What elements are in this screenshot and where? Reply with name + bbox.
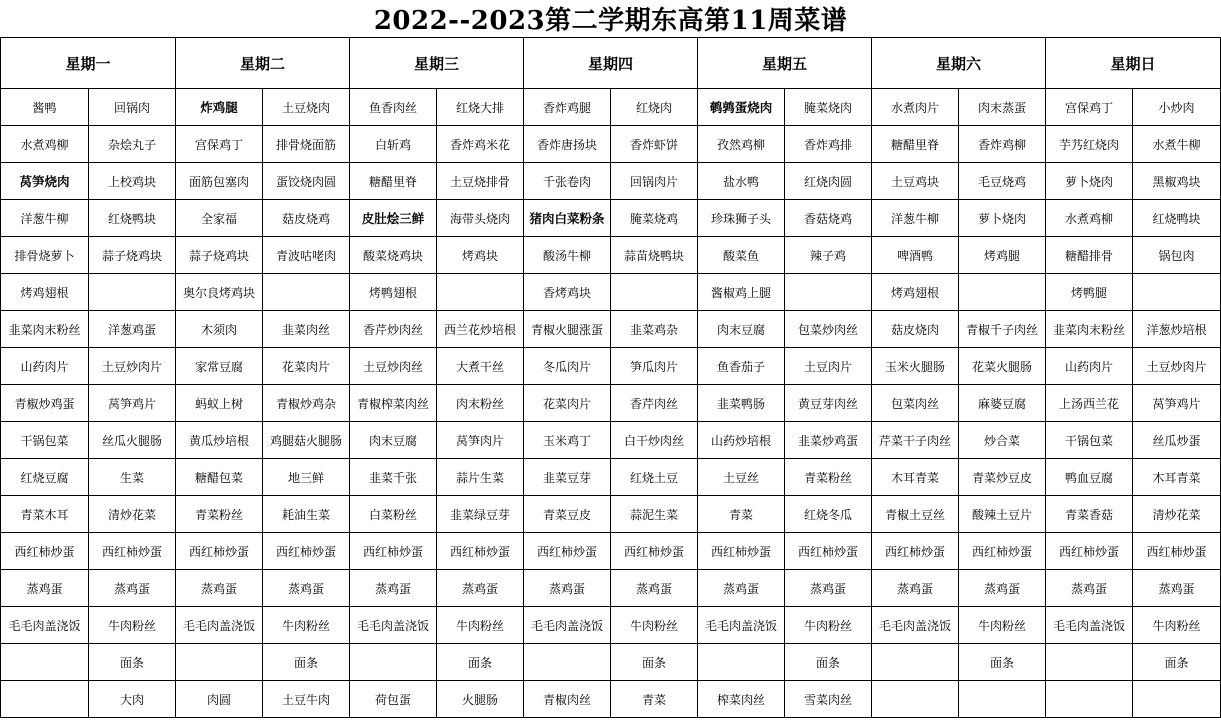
dish-cell: 韭菜鸡杂: [611, 311, 698, 348]
dish-cell: 炸鸡腿: [176, 89, 263, 126]
day-header-thu: 星期四: [524, 38, 698, 89]
dish-cell: 糖醋里脊: [350, 163, 437, 200]
dish-cell: 蒸鸡蛋: [524, 570, 611, 607]
dish-cell: 酸菜鱼: [698, 237, 785, 274]
dish-cell: 腌菜烧鸡: [611, 200, 698, 237]
dish-cell: 啤酒鸭: [872, 237, 959, 274]
dish-cell: [176, 644, 263, 681]
dish-cell: 牛肉粉丝: [785, 607, 872, 644]
dish-cell: 蒸鸡蛋: [1133, 570, 1221, 607]
dish-cell: 孜然鸡柳: [698, 126, 785, 163]
dish-cell: [524, 644, 611, 681]
dish-cell: [872, 681, 959, 718]
day-header-sun: 星期日: [1046, 38, 1221, 89]
dish-cell: 西红柿炒蛋: [785, 533, 872, 570]
dish-cell: 玉米火腿肠: [872, 348, 959, 385]
dish-cell: 白斩鸡: [350, 126, 437, 163]
dish-cell: 毛毛肉盖浇饭: [872, 607, 959, 644]
dish-cell: 青波咕咾肉: [263, 237, 350, 274]
dish-cell: 莴笋肉片: [437, 422, 524, 459]
dish-cell: 烤鸡腿: [959, 237, 1046, 274]
dish-cell: 西红柿炒蛋: [959, 533, 1046, 570]
dish-cell: 木耳青菜: [1133, 459, 1221, 496]
dish-cell: 西兰花炒培根: [437, 311, 524, 348]
dish-cell: 山药炒培根: [698, 422, 785, 459]
dish-cell: 杂烩丸子: [89, 126, 176, 163]
dish-cell: 丝瓜炒蛋: [1133, 422, 1221, 459]
dish-cell: 蒸鸡蛋: [1, 570, 89, 607]
dish-cell: 荷包蛋: [350, 681, 437, 718]
dish-cell: 西红柿炒蛋: [437, 533, 524, 570]
dish-cell: 包菜炒肉丝: [785, 311, 872, 348]
dish-cell: 蒜子烧鸡块: [89, 237, 176, 274]
dish-cell: 香芹肉丝: [611, 385, 698, 422]
dish-cell: 宫保鸡丁: [1046, 89, 1133, 126]
dish-cell: 香炸唐扬块: [524, 126, 611, 163]
dish-cell: 面条: [263, 644, 350, 681]
dish-cell: 青椒火腿涨蛋: [524, 311, 611, 348]
dish-cell: 山药肉片: [1046, 348, 1133, 385]
dish-cell: 面条: [1133, 644, 1221, 681]
dish-cell: 水煮牛柳: [1133, 126, 1221, 163]
dish-cell: 木须肉: [176, 311, 263, 348]
dish-cell: 毛毛肉盖浇饭: [1, 607, 89, 644]
dish-cell: [698, 644, 785, 681]
day-header-tue: 星期二: [176, 38, 350, 89]
dish-cell: 面条: [89, 644, 176, 681]
dish-cell: 辣子鸡: [785, 237, 872, 274]
dish-cell: 毛毛肉盖浇饭: [698, 607, 785, 644]
dish-cell: 糖醋排骨: [1046, 237, 1133, 274]
dish-cell: 大煮干丝: [437, 348, 524, 385]
dish-cell: 莴笋鸡片: [89, 385, 176, 422]
dish-cell: 韭菜肉末粉丝: [1046, 311, 1133, 348]
dish-cell: 清炒花菜: [89, 496, 176, 533]
menu-row: [1, 607, 1221, 644]
dish-cell: 烤鸡翅根: [872, 274, 959, 311]
dish-cell: 土豆肉片: [785, 348, 872, 385]
dish-cell: 西红柿炒蛋: [1, 533, 89, 570]
dish-cell: 蒸鸡蛋: [350, 570, 437, 607]
dish-cell: 香烤鸡块: [524, 274, 611, 311]
dish-cell: 青菜豆皮: [524, 496, 611, 533]
dish-cell: 土豆烧肉: [263, 89, 350, 126]
dish-cell: 莴笋鸡片: [1133, 385, 1221, 422]
dish-cell: 萝卜烧肉: [959, 200, 1046, 237]
dish-cell: 莴笋烧肉: [1, 163, 89, 200]
dish-cell: 皮肚烩三鲜: [350, 200, 437, 237]
dish-cell: 回锅肉: [89, 89, 176, 126]
dish-cell: [1, 644, 89, 681]
dish-cell: [611, 274, 698, 311]
dish-cell: [959, 274, 1046, 311]
title-row: [1, 0, 1221, 38]
menu-row: [1, 89, 1221, 126]
dish-cell: 大肉: [89, 681, 176, 718]
dish-cell: 耗油生菜: [263, 496, 350, 533]
dish-cell: 水煮鸡柳: [1, 126, 89, 163]
day-header-row: [1, 38, 1221, 89]
dish-cell: 蒸鸡蛋: [437, 570, 524, 607]
dish-cell: 上校鸡块: [89, 163, 176, 200]
dish-cell: 烤鸡翅根: [1, 274, 89, 311]
dish-cell: 肉圆: [176, 681, 263, 718]
dish-cell: 全家福: [176, 200, 263, 237]
dish-cell: 土豆鸡块: [872, 163, 959, 200]
dish-cell: 青椒千子肉丝: [959, 311, 1046, 348]
dish-cell: 红烧鸭块: [1133, 200, 1221, 237]
menu-row: [1, 274, 1221, 311]
dish-cell: 腌菜烧肉: [785, 89, 872, 126]
dish-cell: 黑椒鸡块: [1133, 163, 1221, 200]
dish-cell: 排骨烧面筋: [263, 126, 350, 163]
dish-cell: 西红柿炒蛋: [350, 533, 437, 570]
day-header-sat: 星期六: [872, 38, 1046, 89]
dish-cell: 鸭血豆腐: [1046, 459, 1133, 496]
dish-cell: 韭菜炒鸡蛋: [785, 422, 872, 459]
dish-cell: 韭菜绿豆芽: [437, 496, 524, 533]
dish-cell: 盐水鸭: [698, 163, 785, 200]
dish-cell: 韭菜鸭肠: [698, 385, 785, 422]
menu-row: [1, 311, 1221, 348]
dish-cell: 香炸鸡腿: [524, 89, 611, 126]
dish-cell: 丝瓜火腿肠: [89, 422, 176, 459]
dish-cell: 洋葱牛柳: [1, 200, 89, 237]
dish-cell: 红烧土豆: [611, 459, 698, 496]
dish-cell: 蒜苗烧鸭块: [611, 237, 698, 274]
menu-row: [1, 459, 1221, 496]
menu-row: [1, 163, 1221, 200]
dish-cell: 家常豆腐: [176, 348, 263, 385]
dish-cell: 蒸鸡蛋: [785, 570, 872, 607]
menu-row: [1, 681, 1221, 718]
dish-cell: 青椒炒鸡蛋: [1, 385, 89, 422]
dish-cell: 上汤西兰花: [1046, 385, 1133, 422]
dish-cell: [437, 274, 524, 311]
dish-cell: 蒸鸡蛋: [176, 570, 263, 607]
dish-cell: 青椒肉丝: [524, 681, 611, 718]
menu-row: [1, 348, 1221, 385]
dish-cell: 蒸鸡蛋: [89, 570, 176, 607]
dish-cell: 包菜肉丝: [872, 385, 959, 422]
dish-cell: 蚂蚁上树: [176, 385, 263, 422]
dish-cell: 蒸鸡蛋: [1046, 570, 1133, 607]
dish-cell: 青椒土豆丝: [872, 496, 959, 533]
dish-cell: 花菜肉片: [524, 385, 611, 422]
dish-cell: 西红柿炒蛋: [1133, 533, 1221, 570]
dish-cell: 西红柿炒蛋: [176, 533, 263, 570]
dish-cell: 肉末蒸蛋: [959, 89, 1046, 126]
dish-cell: 西红柿炒蛋: [611, 533, 698, 570]
dish-cell: 回锅肉片: [611, 163, 698, 200]
dish-cell: 鱼香茄子: [698, 348, 785, 385]
dish-cell: 青菜香菇: [1046, 496, 1133, 533]
dish-cell: 排骨烧萝卜: [1, 237, 89, 274]
dish-cell: 蒸鸡蛋: [698, 570, 785, 607]
dish-cell: 酱椒鸡上腿: [698, 274, 785, 311]
dish-cell: [1133, 274, 1221, 311]
dish-cell: [263, 274, 350, 311]
dish-cell: 雪菜肉丝: [785, 681, 872, 718]
dish-cell: 洋葱炒培根: [1133, 311, 1221, 348]
dish-cell: [872, 644, 959, 681]
dish-cell: 韭菜豆芽: [524, 459, 611, 496]
menu-row: [1, 570, 1221, 607]
menu-row: [1, 533, 1221, 570]
day-header-wed: 星期三: [350, 38, 524, 89]
dish-cell: 蒸鸡蛋: [959, 570, 1046, 607]
dish-cell: 土豆炒肉片: [1133, 348, 1221, 385]
dish-cell: 韭菜肉末粉丝: [1, 311, 89, 348]
dish-cell: [1, 681, 89, 718]
menu-row: [1, 385, 1221, 422]
menu-row: [1, 496, 1221, 533]
dish-cell: 西红柿炒蛋: [1046, 533, 1133, 570]
dish-cell: 牛肉粉丝: [437, 607, 524, 644]
dish-cell: 牛肉粉丝: [1133, 607, 1221, 644]
menu-row: [1, 237, 1221, 274]
dish-cell: 毛毛肉盖浇饭: [176, 607, 263, 644]
dish-cell: 菇皮烧鸡: [263, 200, 350, 237]
dish-cell: 宫保鸡丁: [176, 126, 263, 163]
dish-cell: 烤鸡块: [437, 237, 524, 274]
dish-cell: 肉末豆腐: [350, 422, 437, 459]
dish-cell: 西红柿炒蛋: [872, 533, 959, 570]
dish-cell: 洋葱牛柳: [872, 200, 959, 237]
dish-cell: 毛毛肉盖浇饭: [1046, 607, 1133, 644]
menu-row: [1, 126, 1221, 163]
day-header-fri: 星期五: [698, 38, 872, 89]
dish-cell: 青椒榨菜肉丝: [350, 385, 437, 422]
dish-cell: 木耳青菜: [872, 459, 959, 496]
dish-cell: 蒜子烧鸡块: [176, 237, 263, 274]
dish-cell: 锅包肉: [1133, 237, 1221, 274]
dish-cell: 青椒炒鸡杂: [263, 385, 350, 422]
dish-cell: 土豆炒肉丝: [350, 348, 437, 385]
dish-cell: 花菜肉片: [263, 348, 350, 385]
dish-cell: 山药肉片: [1, 348, 89, 385]
dish-cell: 干锅包菜: [1, 422, 89, 459]
dish-cell: 萝卜烧肉: [1046, 163, 1133, 200]
dish-cell: 酸汤牛柳: [524, 237, 611, 274]
dish-cell: [350, 644, 437, 681]
dish-cell: 青菜: [698, 496, 785, 533]
menu-row: [1, 200, 1221, 237]
dish-cell: 奥尔良烤鸡块: [176, 274, 263, 311]
dish-cell: 干锅包菜: [1046, 422, 1133, 459]
dish-cell: 蒸鸡蛋: [263, 570, 350, 607]
dish-cell: [959, 681, 1046, 718]
dish-cell: 鹌鹑蛋烧肉: [698, 89, 785, 126]
dish-cell: 千张卷肉: [524, 163, 611, 200]
dish-cell: 青菜炒豆皮: [959, 459, 1046, 496]
dish-cell: 牛肉粉丝: [611, 607, 698, 644]
dish-cell: 牛肉粉丝: [959, 607, 1046, 644]
dish-cell: 牛肉粉丝: [89, 607, 176, 644]
dish-cell: 蒸鸡蛋: [611, 570, 698, 607]
dish-cell: 青菜: [611, 681, 698, 718]
dish-cell: 芋艿红烧肉: [1046, 126, 1133, 163]
dish-cell: 毛毛肉盖浇饭: [524, 607, 611, 644]
dish-cell: 西红柿炒蛋: [524, 533, 611, 570]
dish-cell: 香炸鸡柳: [959, 126, 1046, 163]
dish-cell: 香炸虾饼: [611, 126, 698, 163]
dish-cell: 糖醋包菜: [176, 459, 263, 496]
dish-cell: 红烧肉圆: [785, 163, 872, 200]
dish-cell: 土豆炒肉片: [89, 348, 176, 385]
dish-cell: 香芹炒肉丝: [350, 311, 437, 348]
dish-cell: 牛肉粉丝: [263, 607, 350, 644]
dish-cell: 珍珠狮子头: [698, 200, 785, 237]
dish-cell: 酸菜烧鸡块: [350, 237, 437, 274]
dish-cell: 炒合菜: [959, 422, 1046, 459]
dish-cell: 糖醋里脊: [872, 126, 959, 163]
dish-cell: 蒜泥生菜: [611, 496, 698, 533]
dish-cell: 菇皮烧肉: [872, 311, 959, 348]
dish-cell: 香炸鸡排: [785, 126, 872, 163]
dish-cell: 花菜火腿肠: [959, 348, 1046, 385]
dish-cell: 鱼香肉丝: [350, 89, 437, 126]
menu-row: [1, 422, 1221, 459]
dish-cell: 黄瓜炒培根: [176, 422, 263, 459]
dish-cell: 青菜粉丝: [785, 459, 872, 496]
dish-cell: 土豆丝: [698, 459, 785, 496]
dish-cell: 白干炒肉丝: [611, 422, 698, 459]
dish-cell: 青菜木耳: [1, 496, 89, 533]
dish-cell: 毛毛肉盖浇饭: [350, 607, 437, 644]
dish-cell: 烤鸭翅根: [350, 274, 437, 311]
dish-cell: 面条: [785, 644, 872, 681]
dish-cell: 土豆烧排骨: [437, 163, 524, 200]
dish-cell: 玉米鸡丁: [524, 422, 611, 459]
dish-cell: [785, 274, 872, 311]
dish-cell: 面筋包塞肉: [176, 163, 263, 200]
dish-cell: 生菜: [89, 459, 176, 496]
dish-cell: 香炸鸡米花: [437, 126, 524, 163]
dish-cell: 地三鲜: [263, 459, 350, 496]
dish-cell: 蛋饺烧肉圆: [263, 163, 350, 200]
dish-cell: [89, 274, 176, 311]
dish-cell: 酸辣土豆片: [959, 496, 1046, 533]
dish-cell: 韭菜肉丝: [263, 311, 350, 348]
dish-cell: 麻婆豆腐: [959, 385, 1046, 422]
dish-cell: 韭菜千张: [350, 459, 437, 496]
dish-cell: 西红柿炒蛋: [698, 533, 785, 570]
dish-cell: 青菜粉丝: [176, 496, 263, 533]
dish-cell: 芹菜干子肉丝: [872, 422, 959, 459]
dish-cell: 土豆牛肉: [263, 681, 350, 718]
dish-cell: 香菇烧鸡: [785, 200, 872, 237]
dish-cell: 酱鸭: [1, 89, 89, 126]
dish-cell: 蒜片生菜: [437, 459, 524, 496]
menu-title: 2022--2023第二学期东高第11周菜谱: [1, 0, 1221, 38]
dish-cell: 烤鸭腿: [1046, 274, 1133, 311]
dish-cell: 白菜粉丝: [350, 496, 437, 533]
dish-cell: 洋葱鸡蛋: [89, 311, 176, 348]
dish-cell: [1046, 644, 1133, 681]
dish-cell: 西红柿炒蛋: [89, 533, 176, 570]
dish-cell: [1046, 681, 1133, 718]
dish-cell: 黄豆芽肉丝: [785, 385, 872, 422]
dish-cell: 肉末豆腐: [698, 311, 785, 348]
dish-cell: 海带头烧肉: [437, 200, 524, 237]
day-header-mon: 星期一: [1, 38, 176, 89]
dish-cell: 红烧冬瓜: [785, 496, 872, 533]
dish-cell: 肉末粉丝: [437, 385, 524, 422]
dish-cell: 面条: [437, 644, 524, 681]
dish-cell: 西红柿炒蛋: [263, 533, 350, 570]
dish-cell: 小炒肉: [1133, 89, 1221, 126]
dish-cell: 水煮肉片: [872, 89, 959, 126]
dish-cell: 红烧大排: [437, 89, 524, 126]
dish-cell: 水煮鸡柳: [1046, 200, 1133, 237]
menu-row: [1, 644, 1221, 681]
dish-cell: 蒸鸡蛋: [872, 570, 959, 607]
dish-cell: 红烧肉: [611, 89, 698, 126]
dish-cell: 榨菜肉丝: [698, 681, 785, 718]
dish-cell: 毛豆烧鸡: [959, 163, 1046, 200]
dish-cell: 红烧豆腐: [1, 459, 89, 496]
dish-cell: 清炒花菜: [1133, 496, 1221, 533]
dish-cell: 面条: [611, 644, 698, 681]
dish-cell: 鸡腿菇火腿肠: [263, 422, 350, 459]
dish-cell: 红烧鸭块: [89, 200, 176, 237]
dish-cell: 猪肉白菜粉条: [524, 200, 611, 237]
dish-cell: 面条: [959, 644, 1046, 681]
dish-cell: 火腿肠: [437, 681, 524, 718]
dish-cell: 笋瓜肉片: [611, 348, 698, 385]
dish-cell: [1133, 681, 1221, 718]
dish-cell: 冬瓜肉片: [524, 348, 611, 385]
